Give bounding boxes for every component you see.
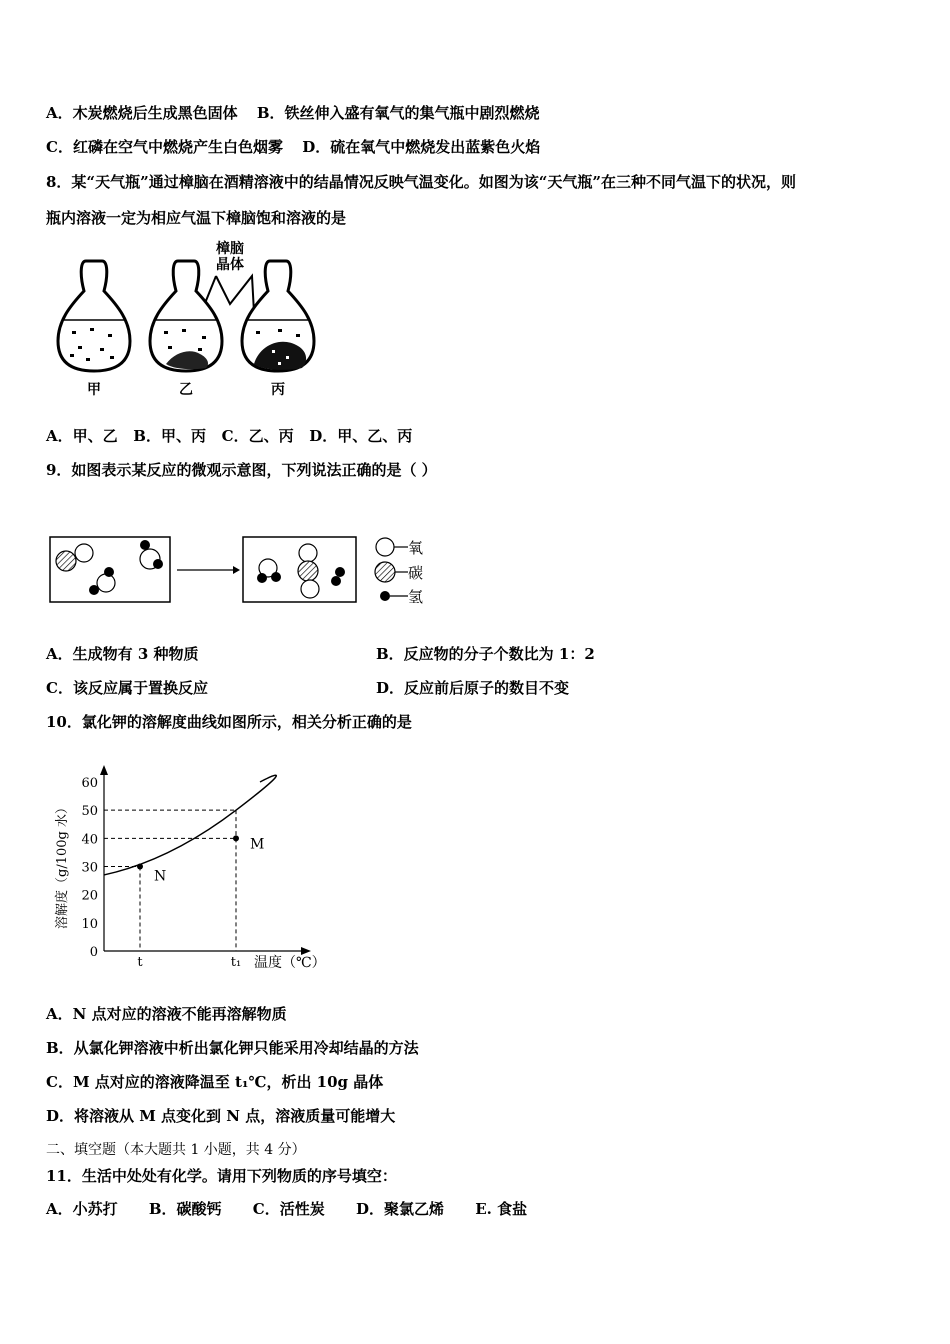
q7-options-row1 (46, 102, 540, 123)
q9-stem: 9．如图表示某反应的微观示意图，下列说法正确的是（ ） (46, 461, 437, 479)
q8-options: A．甲、乙 B．甲、丙 C．乙、丙 D．甲、乙、丙 (46, 427, 413, 445)
q10-option-a: A．N 点对应的溶液不能再溶解物质 (46, 1005, 287, 1023)
q11-stem: 11．生活中处处有化学。请用下列物质的序号填空： (46, 1167, 397, 1185)
q11-option-b: B．碳酸钙 (148, 1200, 222, 1218)
y-axis-label: 溶解度（g/100g 水） (55, 801, 70, 929)
q7-option-b: B．铁丝伸入盛有氧气的集气瓶中剧烈燃烧 (256, 104, 540, 122)
y-tick-label: 30 (81, 860, 98, 876)
q7-option-c: C．红磷在空气中燃烧产生白色烟雾 (46, 138, 283, 156)
point-label-N: N (154, 868, 167, 885)
point-label-M: M (250, 836, 265, 853)
bottle-yi (150, 261, 222, 371)
bottle-label-jia: 甲 (87, 382, 101, 398)
q11-options (46, 1198, 527, 1219)
point-N (137, 864, 143, 870)
q9-option-a: A．生成物有 3 种物质 (46, 645, 199, 663)
y-tick-label: 40 (81, 832, 98, 848)
x-axis-label: 温度（℃） (254, 955, 326, 971)
x-tick-t: t (137, 955, 143, 970)
q9-option-b: B．反应物的分子个数比为 1：2 (376, 645, 595, 663)
y-tick-label: 0 (89, 945, 98, 960)
y-tick-label: 60 (81, 776, 98, 791)
q10-option-b: B．从氯化钾溶液中析出氯化钾只能采用冷却结晶的方法 (46, 1039, 419, 1057)
q10-solubility-chart (46, 765, 346, 975)
y-tick-label: 50 (81, 804, 98, 820)
y-tick-label: 10 (81, 916, 98, 932)
q9-option-d: D．反应前后原子的数目不变 (376, 679, 570, 697)
legend-carbon: 碳 (408, 564, 424, 582)
q11-option-a: A．小苏打 (46, 1200, 118, 1218)
q9-option-c: C．该反应属于置换反应 (46, 679, 208, 697)
q11-option-e: E. 食盐 (475, 1200, 528, 1218)
legend-hydrogen: 氢 (408, 588, 424, 606)
q8-crystal-label-1: 樟脑 (216, 241, 244, 257)
q7-options-row2 (46, 136, 540, 157)
bottle-jia (58, 261, 130, 371)
section-title-fill-blank: 二、填空题（本大题共 1 小题，共 4 分） (46, 1142, 306, 1158)
q11-option-d: D．聚氯乙烯 (355, 1200, 444, 1218)
q8-weather-bottle-figure (50, 236, 320, 406)
x-tick-t1: t₁ (230, 955, 242, 970)
y-tick-label: 20 (81, 888, 98, 904)
q7-option-a: A．木炭燃烧后生成黑色固体 (46, 104, 238, 122)
solubility-curve (104, 775, 276, 875)
q10-stem: 10．氯化钾的溶解度曲线如图所示，相关分析正确的是 (46, 713, 412, 731)
q11-option-c: C．活性炭 (252, 1200, 325, 1218)
q8-stem-line2: 瓶内溶液一定为相应气温下樟脑饱和溶液的是 (46, 209, 347, 227)
q8-stem-line1: 8．某“天气瓶”通过樟脑在酒精溶液中的结晶情况反映气温变化。如图为该“天气瓶”在三种不同气温下的状况，则 (46, 173, 796, 191)
q10-option-c: C．M 点对应的溶液降温至 t₁℃，析出 10g 晶体 (46, 1073, 384, 1091)
point-M (233, 835, 239, 841)
q8-crystal-label-2: 晶体 (216, 257, 244, 273)
q10-option-d: D．将溶液从 M 点变化到 N 点，溶液质量可能增大 (46, 1107, 396, 1125)
legend-oxygen: 氧 (408, 539, 424, 557)
q7-option-d: D．硫在氧气中燃烧发出蓝紫色火焰 (302, 138, 541, 156)
bottle-label-bing: 丙 (271, 382, 285, 398)
q9-reaction-diagram (46, 530, 446, 610)
bottle-label-yi: 乙 (179, 382, 193, 398)
